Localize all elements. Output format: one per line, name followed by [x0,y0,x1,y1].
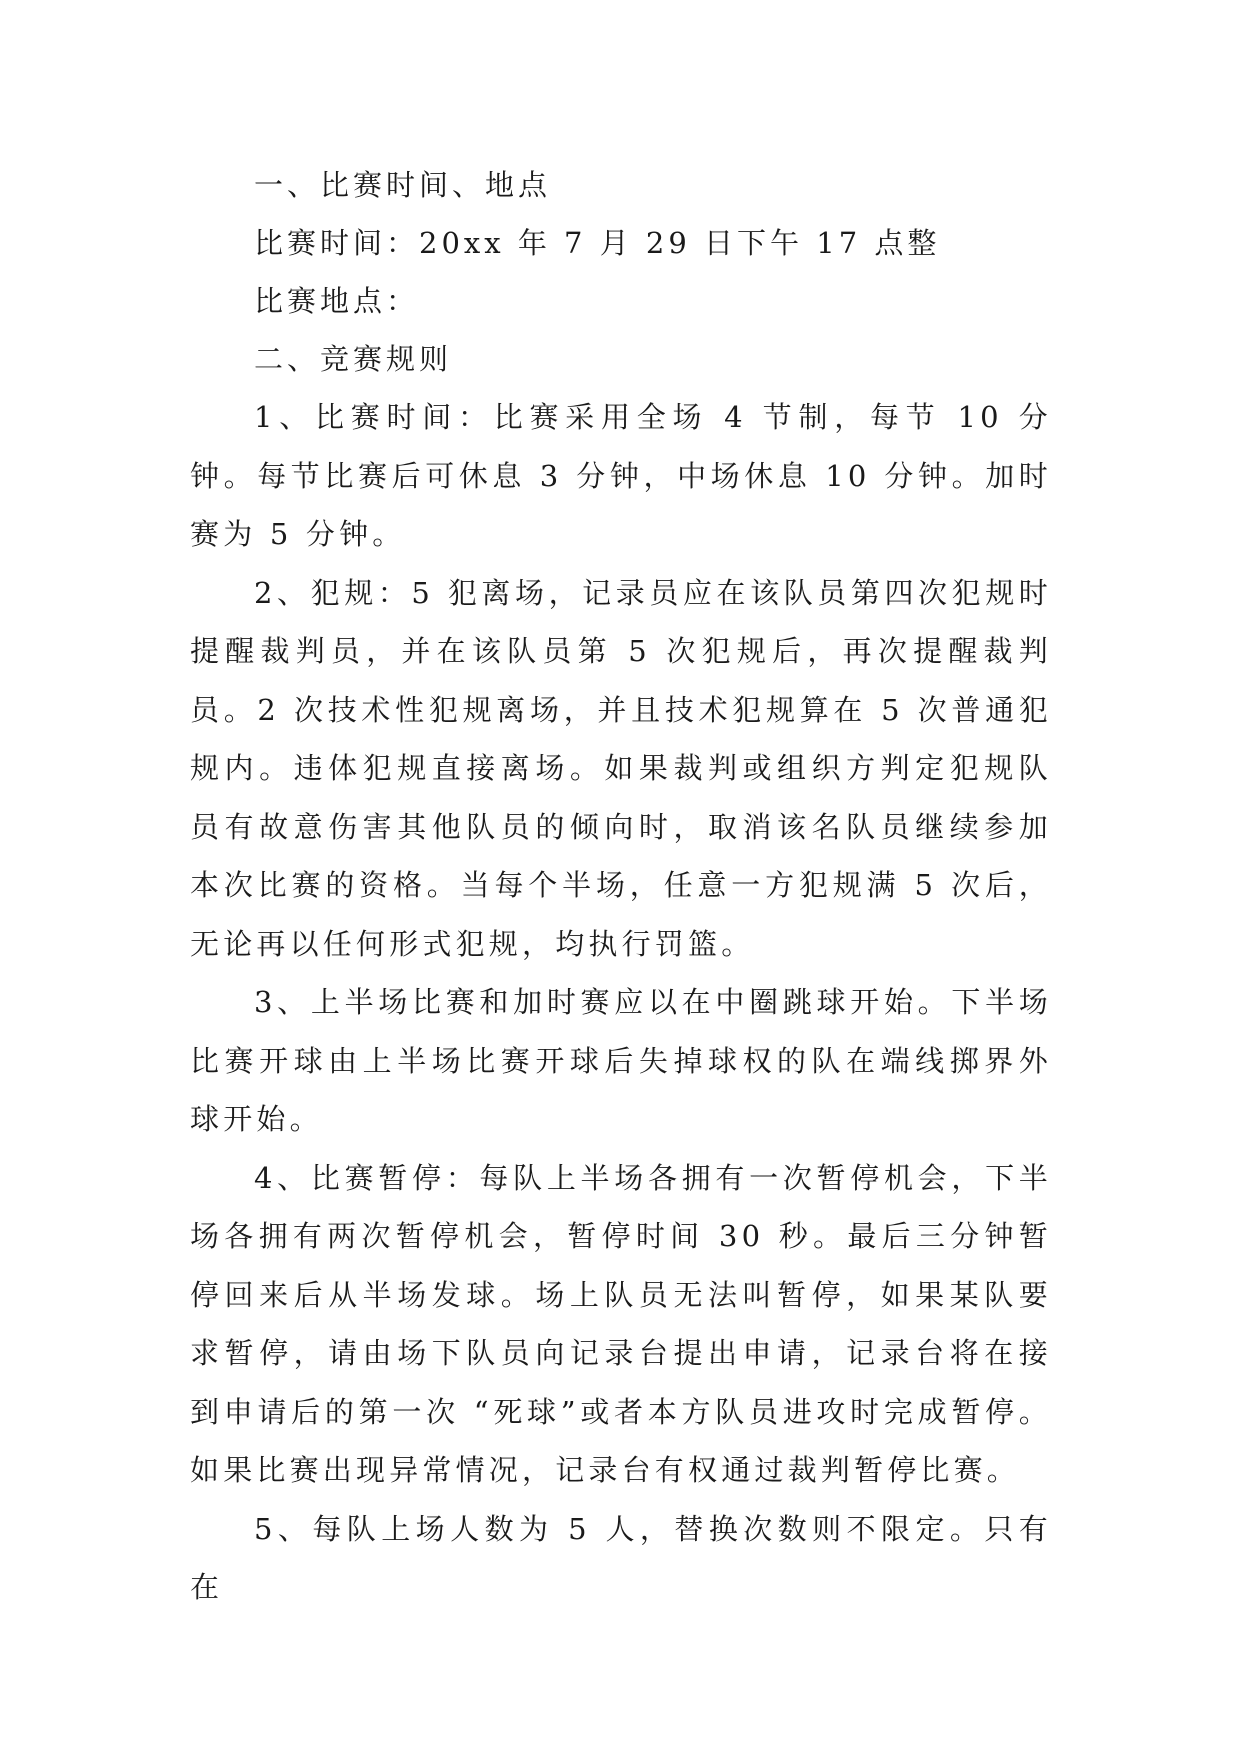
rule-paragraph-4: 4、比赛暂停：每队上半场各拥有一次暂停机会，下半场各拥有两次暂停机会，暂停时间 30 秒。最后三分钟暂停回来后从半场发球。场上队员无法叫暂停，如果某队要求暂停，请由场下队员向记录台提出申请，记录台将在接到申请后的第一次 “死球”或者本方队员进攻时完成暂停。如果比赛出现异常情况，记录台有权通过裁判暂停比赛。 [190,1160,1052,1487]
rule-paragraph-1: 1、比赛时间：比赛采用全场 4 节制，每节 10 分钟。每节比赛后可休息 3 分钟，中场休息 10 分钟。加时赛为 5 分钟。 [190,400,1052,551]
rule-paragraph-2: 2、犯规：5 犯离场，记录员应在该队员第四次犯规时提醒裁判员，并在该队员第 5 次犯规后，再次提醒裁判员。2 次技术性犯规离场，并且技术犯规算在 5 次普通犯规内。违体犯规直接离场。如果裁判或组织方判定犯规队员有故意伤害其他队员的倾向时，取消该名队员继续参加本次比赛的资格。当每个半场，任意一方犯规满 5 次后，无论再以任何形式犯规，均执行罚篮。 [190,575,1052,961]
rule-paragraph-5: 5、每队上场人数为 5 人，替换次数则不限定。只有在 [190,1511,1052,1604]
match-place-line: 比赛地点： [254,284,420,318]
rule-paragraph-3: 3、上半场比赛和加时赛应以在中圈跳球开始。下半场比赛开球由上半场比赛开球后失掉球权的队在端线掷界外球开始。 [190,985,1052,1136]
section-heading-rules: 二、竞赛规则 [254,342,453,376]
section-heading-time-place: 一、比赛时间、地点 [254,168,552,202]
document-body [190,156,1052,1617]
match-time-line: 比赛时间：20xx 年 7 月 29 日下午 17 点整 [254,226,941,260]
